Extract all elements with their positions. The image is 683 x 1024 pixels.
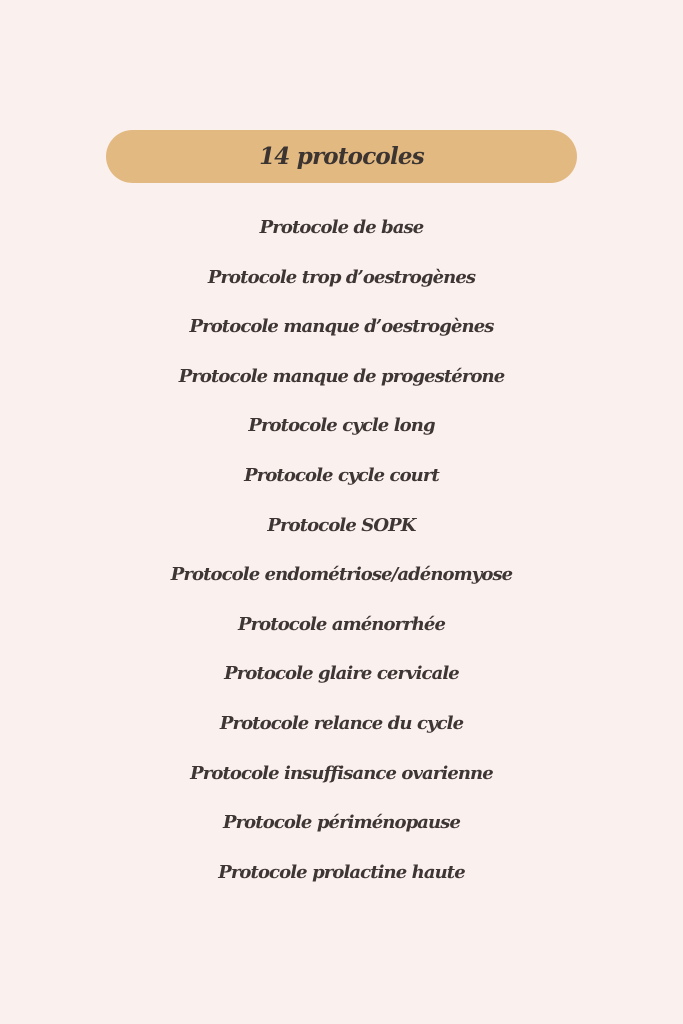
protocol-item: Protocole manque de progestérone (178, 365, 505, 387)
page-title: 14 protocoles (259, 143, 424, 170)
protocol-item: Protocole SOPK (267, 514, 416, 536)
protocol-item: Protocole cycle court (244, 464, 439, 486)
protocol-list (0, 203, 683, 897)
protocol-item: Protocole de base (259, 217, 424, 238)
protocol-item: Protocole trop d’oestrogènes (207, 266, 476, 288)
protocol-item: Protocole endométriose/adénomyose (170, 564, 513, 586)
protocol-item: Protocole insuffisance ovarienne (190, 762, 493, 784)
protocol-item: Protocole glaire cervicale (224, 663, 459, 685)
protocol-item: Protocole cycle long (248, 415, 435, 437)
protocol-item: Protocole aménorrhée (237, 613, 446, 635)
protocol-item: Protocole relance du cycle (219, 712, 464, 734)
protocol-item: Protocole prolactine haute (218, 861, 465, 883)
protocol-item: Protocole périménopause (222, 812, 461, 834)
header-pill (106, 130, 577, 183)
protocol-item: Protocole manque d’oestrogènes (189, 316, 494, 338)
